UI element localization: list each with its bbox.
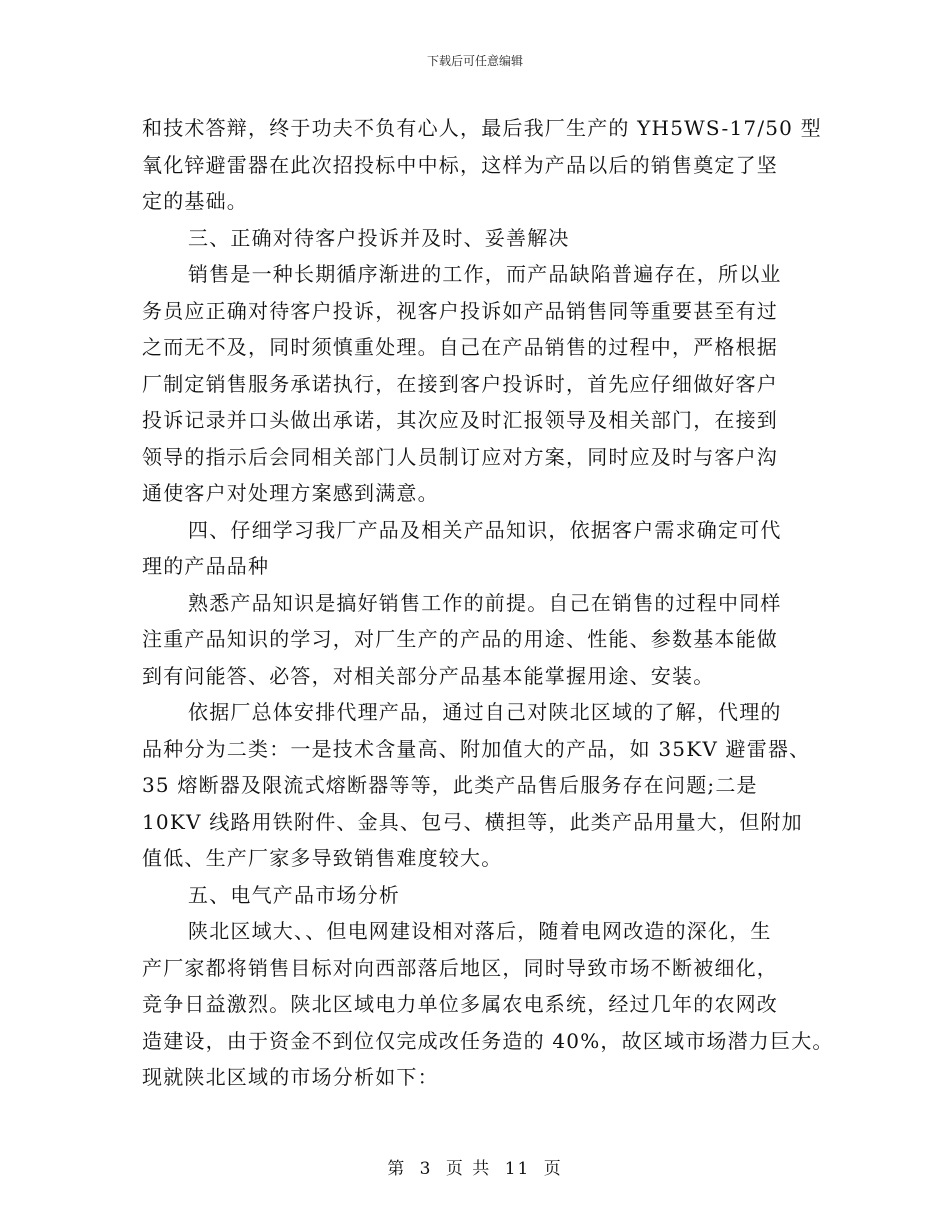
body-line: 通使客户对处理方案感到满意。 <box>142 481 439 505</box>
document-body <box>142 110 832 1096</box>
body-line: 氧化锌避雷器在此次招投标中中标，这样为产品以后的销售奠定了坚 <box>142 152 778 177</box>
total-pages-number: 11 <box>504 1159 531 1179</box>
current-page-number: 3 <box>419 1159 433 1179</box>
body-line: 投诉记录并口头做出承诺，其次应及时汇报领导及相关部门，在接到 <box>142 408 778 432</box>
body-line: 和技术答辩，终于功夫不负有心人，最后我厂生产的 YH5WS-17/50 型 <box>142 116 822 140</box>
body-line: 熟悉产品知识是搞好销售工作的前提。自己在销售的过程中同样 <box>188 590 782 615</box>
body-line: 领导的指示后会同相关部门人员制订应对方案，同时应及时与客户沟 <box>142 444 778 469</box>
body-line: 依据厂总体安排代理产品，通过自己对陕北区域的了解，代理的 <box>188 700 782 724</box>
footer-suffix: 页 <box>543 1159 563 1179</box>
body-line: 陕北区域大、、但电网建设相对落后，随着电网改造的深化，生 <box>188 919 772 943</box>
body-line: 厂制定销售服务承诺执行，在接到客户投诉时，首先应仔细做好客户 <box>142 371 778 396</box>
body-line: 产厂家都将销售目标对向西部落后地区，同时导致市场不断被细化， <box>142 955 778 980</box>
footer-middle: 页 共 <box>445 1159 492 1179</box>
body-line: 定的基础。 <box>142 189 248 213</box>
body-line: 品种分为二类：一是技术含量高、附加值大的产品，如 35KV 避雷器、 <box>142 736 811 761</box>
page-number-footer <box>0 1154 950 1179</box>
body-line: 值低、生产厂家多导致销售难度较大。 <box>142 846 503 870</box>
body-line: 之而无不及，同时须慎重处理。自己在产品销售的过程中，严格根据 <box>142 335 778 359</box>
body-line: 现就陕北区域的市场分析如下： <box>142 1065 439 1089</box>
section-heading-3: 三、正确对待客户投诉并及时、妥善解决 <box>188 225 570 250</box>
footer-prefix: 第 <box>387 1159 407 1179</box>
page-header-note: 下载后可任意编辑 <box>426 54 523 68</box>
body-line: 造建设，由于资金不到位仅完成改任务造的 40%，故区域市场潜力巨大。 <box>142 1028 834 1053</box>
body-line: 销售是一种长期循序渐进的工作，而产品缺陷普遍存在，所以业 <box>188 262 782 286</box>
section-heading-4: 四、仔细学习我厂产品及相关产品知识，依据客户需求确定可代 <box>188 517 782 542</box>
section-heading-5: 五、电气产品市场分析 <box>188 882 400 907</box>
body-line: 务员应正确对待客户投诉，视客户投诉如产品销售同等重要甚至有过 <box>142 298 778 323</box>
body-line: 到有问能答、必答，对相关部分产品基本能掌握用途、安装。 <box>142 663 715 688</box>
body-line: 竞争日益激烈。陕北区域电力单位多属农电系统，经过几年的农网改 <box>142 992 778 1016</box>
body-line: 10KV 线路用铁附件、金具、包弓、横担等，此类产品用量大，但附加 <box>142 809 803 834</box>
section-heading-4-cont: 理的产品品种 <box>142 554 270 578</box>
body-line: 35 熔断器及限流式熔断器等等，此类产品售后服务存在问题;二是 <box>142 773 758 797</box>
body-line: 注重产品知识的学习，对厂生产的产品的用途、性能、参数基本能做 <box>142 627 778 651</box>
